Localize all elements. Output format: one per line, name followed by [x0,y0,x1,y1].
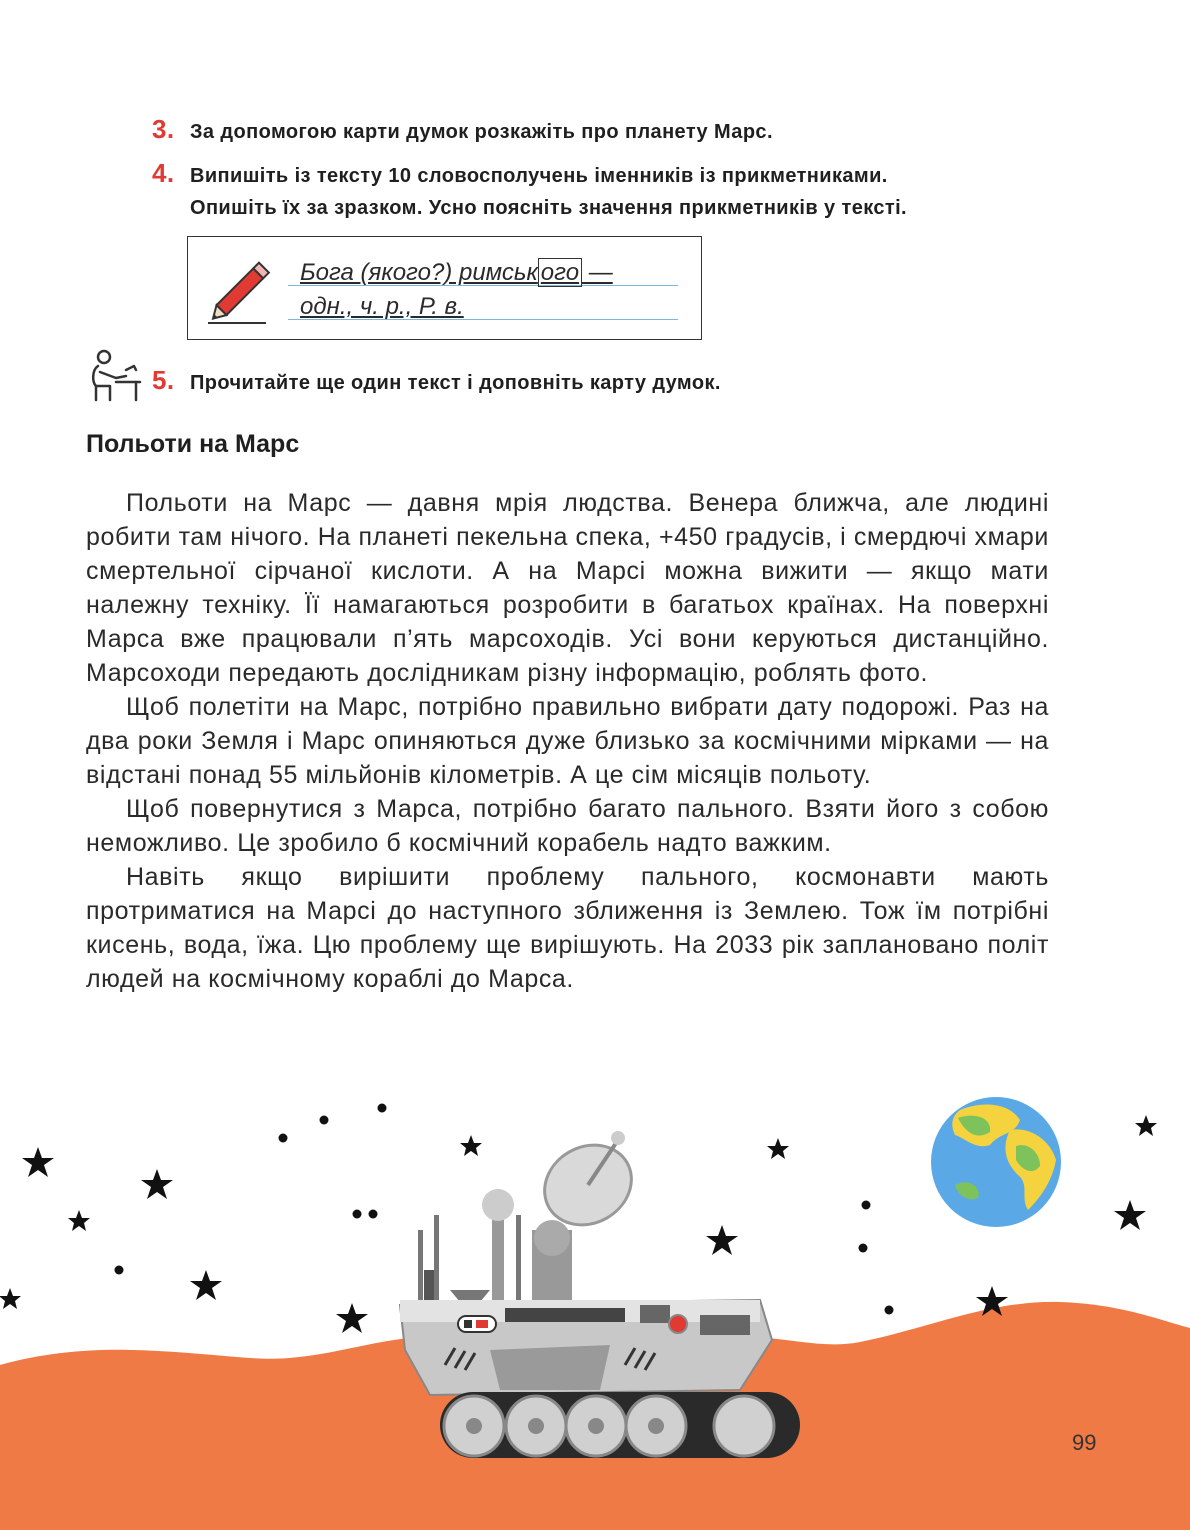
task-text: Прочитайте ще один текст і доповніть карту думок. [190,372,721,394]
task-text-line-2: Опишіть їх за зразком. Усно поясніть значення прикметників у тексті. [190,197,907,219]
task-number: 3. [152,114,175,144]
task-number: 5. [152,365,175,395]
paragraph: Навіть якщо вирішити проблему пального, космонавти мають протриматися на Марсі до наступного зближення із Землею. Тож їм потрібні кисень, вода, їжа. Цю проблему ще вирішують. На 2033 рік заплановано політ людей на космічному кораблі до Марса. [86,863,1049,993]
mars-rover [400,1130,800,1458]
paragraph: Польоти на Марс — давня мрія людства. Венера ближча, але людині робити там нічого. На планеті пекельна спека, +450 градусів, і смердючі хмари смертельної сірчаної кислоти. А на Марсі можна вижити — якщо мати належну техніку. Її намагаються розробити в багатьох країнах. На поверхні Марса вже працювали п’ять марсоходів. Усі вони керуються дистанційно. Марсоходи передають дослідникам різну інформацію, роблять фото. [86,489,1049,687]
sample-line-2: одн., ч. р., Р. в. [300,293,464,320]
earth-planet [931,1097,1061,1227]
pencil-icon [202,251,282,331]
task-5 [152,364,721,399]
task-text: За допомогою карти думок розкажіть про планету Марс. [190,121,773,143]
task-3 [152,113,773,148]
text-title: Польоти на Марс [86,430,300,458]
sample-line-1: Бога (якого?) римськ ого — [300,259,613,286]
sample-box [187,236,702,340]
workbook-icon [86,348,142,404]
task-number: 4. [152,158,175,188]
paragraph: Щоб полетіти на Марс, потрібно правильно вибрати дату подорожі. Раз на два роки Земля і Марс опиняються дуже близько за космічними мірками — на відстані понад 55 мільйонів кілометрів. А це сім місяців польоту. [86,693,1049,789]
mars-rover-illustration [0,1090,1190,1530]
task-text-line-1: Випишіть із тексту 10 словосполучень іменників із прикметниками. [190,165,888,187]
page-number: 99 [1072,1430,1097,1455]
reading-text [86,486,1049,996]
paragraph: Щоб повернутися з Марса, потрібно багато пального. Взяти його з собою неможливо. Це зробило б космічний корабель надто важким. [86,795,1049,857]
ending-highlight: ого [538,258,582,287]
task-4 [152,157,907,224]
